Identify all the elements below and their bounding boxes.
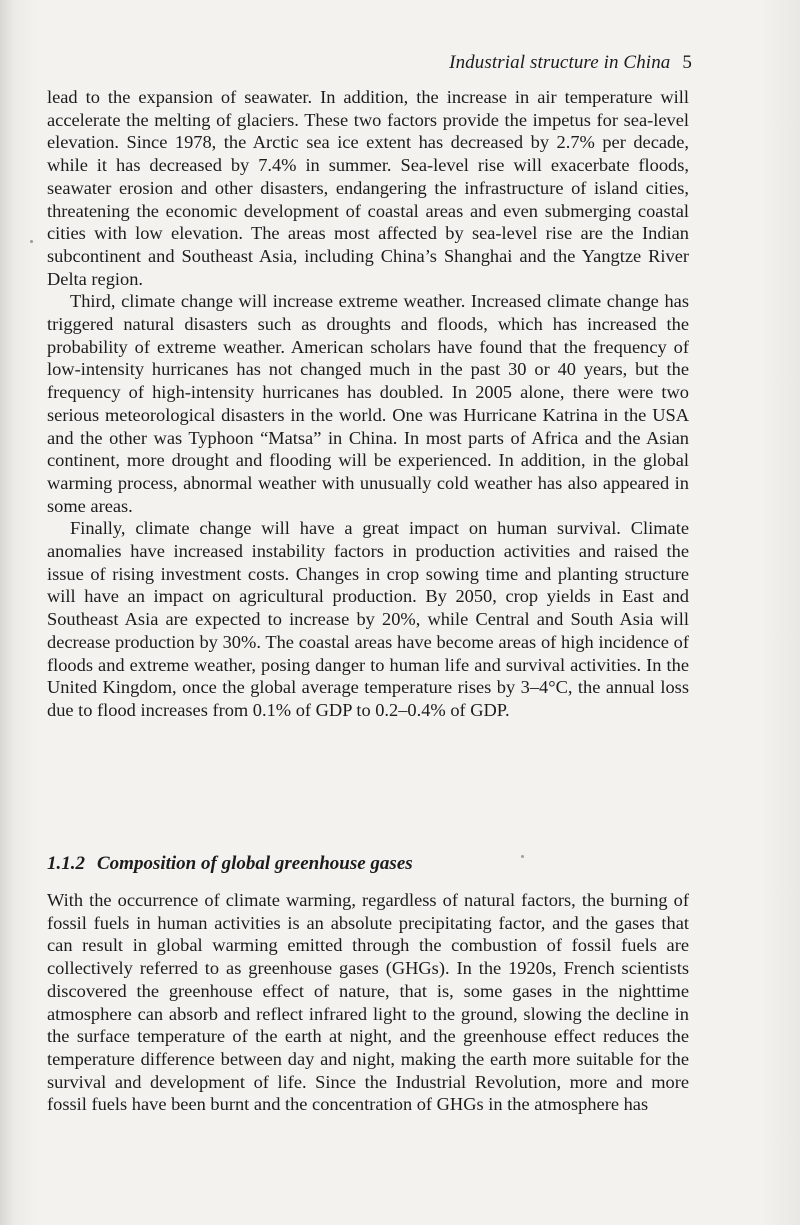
paragraph: lead to the expansion of seawater. In addition, the increase in air temperature will accelerate the melting of glaciers. These two factors provide the impetus for sea-level elevation. Since 1978, the Arctic sea ice extent has decreased by 2.7% per decade, while it has decreased by 7.4% in summer. Sea-level rise will exacerbate floods, seawater erosion and other disasters, endangering the infrastructure of island cities, threatening the economic development of coastal areas and even submerging coastal cities with low elevation. The areas most affected by sea-level rise are the Indian subcontinent and Southeast Asia, including China’s Shanghai and the Yangtze River Delta region. <box>47 87 689 289</box>
body-text-top <box>47 86 689 722</box>
section-title: Composition of global greenhouse gases <box>97 853 413 874</box>
running-head <box>449 52 692 74</box>
page-number: 5 <box>682 52 692 73</box>
paragraph: With the occurrence of climate warming, regardless of natural factors, the burning of fossil fuels in human activities is an absolute precipitating factor, and the gases that can result in global warming emitted through the combustion of fossil fuels are collectively referred to as greenhouse gases (GHGs). In the 1920s, French scientists discovered the greenhouse effect of nature, that is, some gases in the nighttime atmosphere can absorb and reflect infrared light to the ground, slowing the decline in the surface temperature of the earth at night, and the greenhouse effect reduces the temperature difference between day and night, making the earth more suitable for the survival and development of life. Since the Industrial Revolution, more and more fossil fuels have been burnt and the concentration of GHGs in the atmosphere has <box>47 890 689 1115</box>
section-number: 1.1.2 <box>47 853 85 874</box>
paragraph: Finally, climate change will have a great impact on human survival. Climate anomalies have increased instability factors in production activities and raised the issue of rising investment costs. Changes in crop sowing time and planting structure will have an impact on agricultural production. By 2050, crop yields in East and Southeast Asia are expected to increase by 20%, while Central and South Asia will decrease production by 30%. The coastal areas have become areas of high incidence of floods and extreme weather, posing danger to human life and survival activities. In the United Kingdom, once the global average temperature rises by 3–4°C, the annual loss due to flood increases from 0.1% of GDP to 0.2–0.4% of GDP. <box>47 518 689 720</box>
speck <box>521 855 524 858</box>
section-heading <box>47 853 413 875</box>
paragraph: Third, climate change will increase extreme weather. Increased climate change has triggered natural disasters such as droughts and floods, which has increased the probability of extreme weather. American scholars have found that the frequency of low-intensity hurricanes has not changed much in the past 30 or 40 years, but the frequency of high-intensity hurricanes has doubled. In 2005 alone, there were two serious meteorological disasters in the world. One was Hurricane Katrina in the USA and the other was Typhoon “Matsa” in China. In most parts of Africa and the Asian continent, more drought and flooding will be experienced. In addition, in the global warming process, abnormal weather with unusually cold weather has also appeared in some areas. <box>47 291 689 516</box>
speck <box>30 240 33 243</box>
running-title: Industrial structure in China <box>449 52 671 73</box>
body-text-bottom <box>47 889 689 1116</box>
